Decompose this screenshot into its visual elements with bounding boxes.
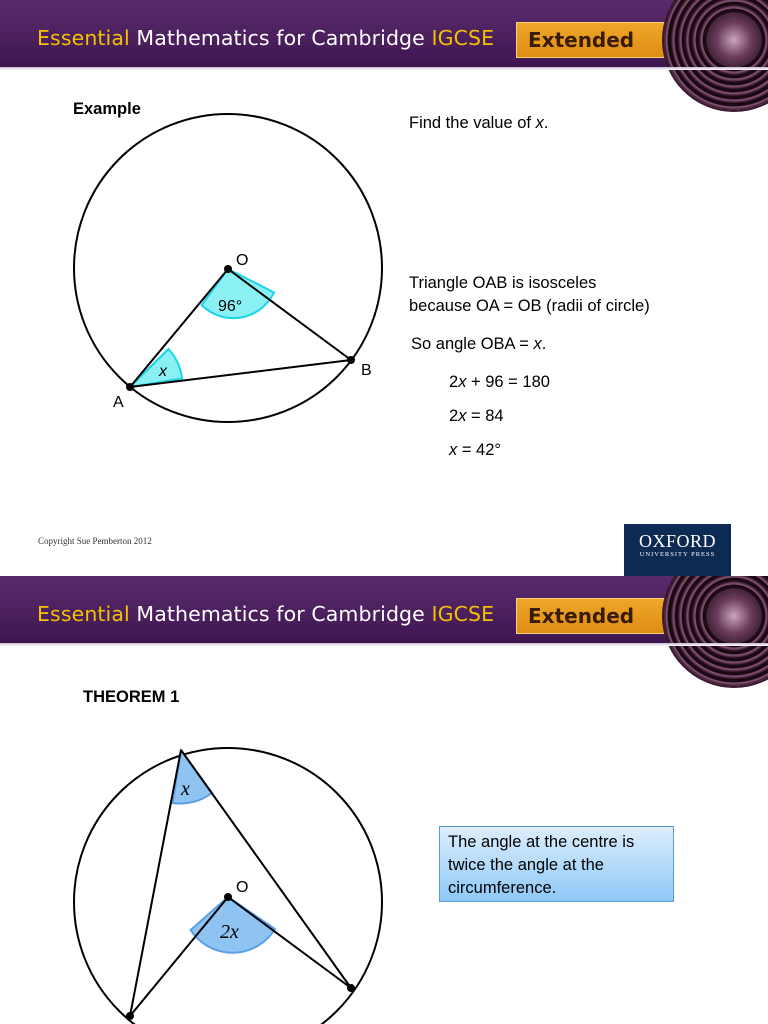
label-2x: 2x xyxy=(220,921,239,943)
extended-badge: Extended xyxy=(516,22,682,58)
header-title: Essential Mathematics for Cambridge IGCSE xyxy=(37,602,495,626)
reason-line-2: because OA = OB (radii of circle) xyxy=(409,297,650,315)
label-o: O xyxy=(236,252,249,269)
point-b xyxy=(347,356,355,364)
point-o xyxy=(224,893,232,901)
point-a xyxy=(126,383,134,391)
theorem-callout: The angle at the centre is twice the angle at the circumference. xyxy=(439,826,674,902)
radius-left xyxy=(130,897,228,1016)
label-b: B xyxy=(361,362,372,379)
point-left xyxy=(126,1012,134,1020)
reason-line-1: Triangle OAB is isosceles xyxy=(409,274,597,292)
label-o: O xyxy=(236,879,249,896)
so-line: So angle OBA = x. xyxy=(411,335,547,353)
chord-right xyxy=(181,750,351,988)
theorem-diagram xyxy=(0,576,768,1024)
equation-1: 2x + 96 = 180 xyxy=(449,373,550,391)
example-heading: Example xyxy=(73,100,141,118)
point-right xyxy=(347,984,355,992)
theorem-heading: THEOREM 1 xyxy=(83,688,180,706)
oxford-logo: OXFORD UNIVERSITY PRESS xyxy=(624,524,731,576)
label-a: A xyxy=(113,394,124,411)
point-o xyxy=(224,265,232,273)
header-title: Essential Mathematics for Cambridge IGCSE xyxy=(37,26,495,50)
equation-2: 2x = 84 xyxy=(449,407,504,425)
angle-sector-circumference xyxy=(173,750,213,804)
extended-badge: Extended xyxy=(516,598,682,634)
question-text: Find the value of x. xyxy=(409,114,549,132)
label-x: x xyxy=(181,778,190,800)
equation-3: x = 42° xyxy=(449,441,502,459)
label-96: 96° xyxy=(218,298,243,315)
copyright-text: Copyright Sue Pemberton 2012 xyxy=(38,536,152,546)
chord-left xyxy=(130,750,181,1016)
label-x: x xyxy=(159,363,167,380)
theorem-slide xyxy=(0,576,768,1024)
